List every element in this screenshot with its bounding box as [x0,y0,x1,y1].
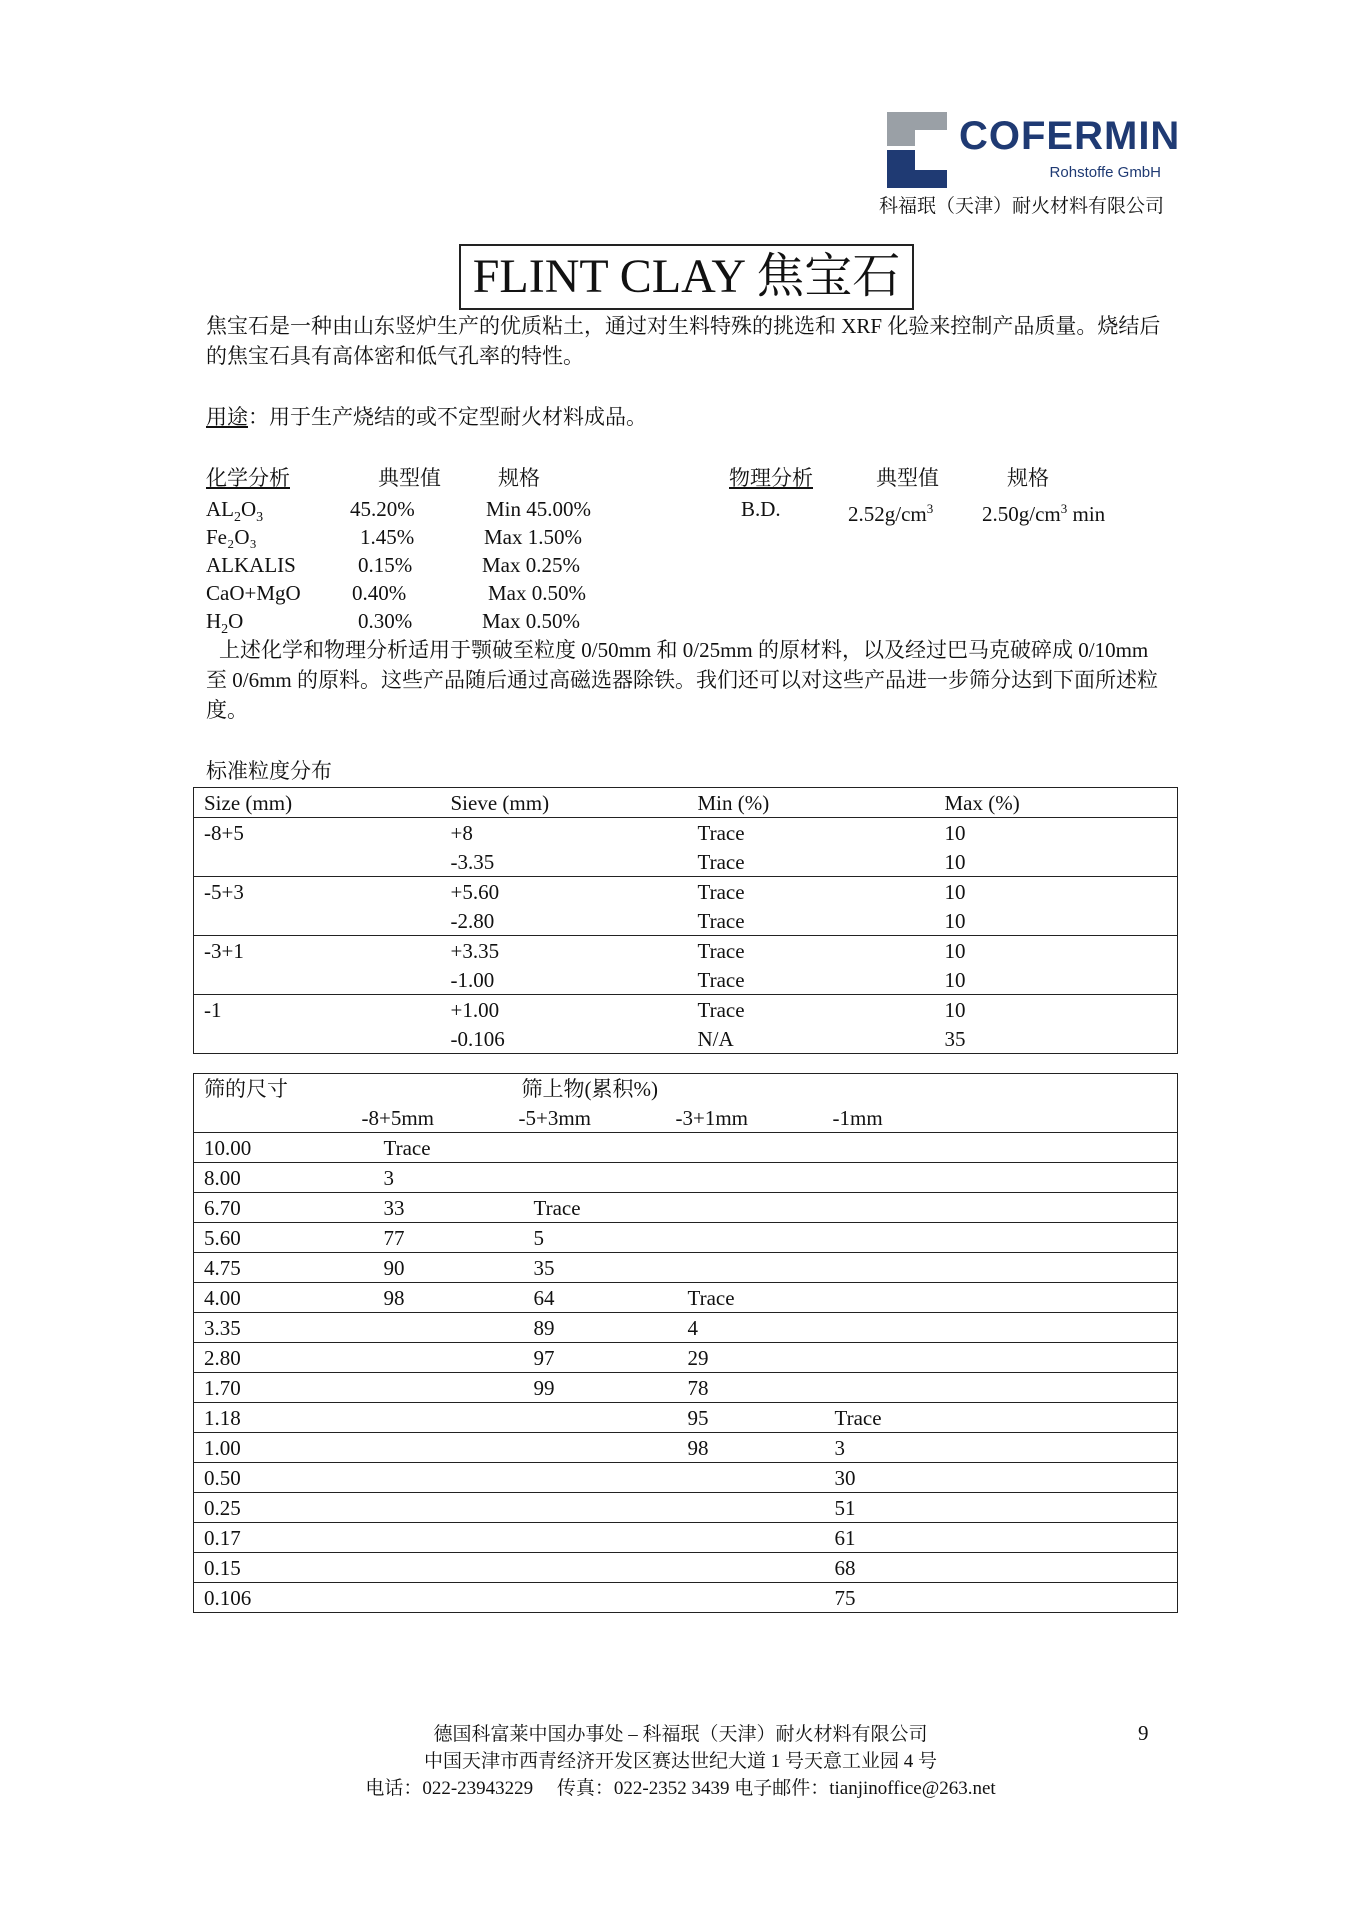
table-row [194,1133,1178,1163]
retained-cell: 29 [666,1343,823,1373]
sieve-size-cell: 10.00 [194,1133,352,1163]
intro-paragraph: 焦宝石是一种由山东竖炉生产的优质粘土，通过对生料特殊的挑选和 XRF 化验来控制产品质量。烧结后的焦宝石具有高体密和低气孔率的特性。 [206,314,1161,368]
retained-cell: Trace [823,1403,1178,1433]
retained-cell: 3 [352,1163,509,1193]
table-row [194,1253,1178,1283]
phys-header-typical: 典型值 [876,466,939,490]
retained-cell [352,1463,509,1493]
table-row [194,1523,1178,1553]
retained-cell: 90 [352,1253,509,1283]
table-row [194,1313,1178,1343]
chem-typ: 0.15% [358,553,413,577]
retained-cell: 33 [352,1193,509,1223]
retained-cell: 35 [509,1253,666,1283]
retained-cell [823,1163,1178,1193]
cell: 10 [935,847,1178,877]
cell [194,847,441,877]
table-header-row [194,1074,1178,1104]
retained-cell [823,1283,1178,1313]
cell: 10 [944,997,966,1022]
retained-cell: 68 [823,1553,1178,1583]
col-header: Max (%) [935,788,1178,818]
chem-spec: Max 1.50% [484,525,582,549]
cell [194,1024,441,1054]
col-header-retained: 筛上物(累积%) [521,1076,658,1101]
table-row [194,1163,1178,1193]
retained-cell: 5 [509,1223,666,1253]
retained-cell [666,1523,823,1553]
table-row [194,1193,1178,1223]
chem-typ: 1.45% [360,525,415,549]
sieve-retention-table [193,1073,1178,1613]
size-dist-title: 标准粒度分布 [206,759,332,783]
sieve-size-cell: 1.00 [194,1433,352,1463]
retained-cell [666,1493,823,1523]
chem-typ: 45.20% [350,497,415,521]
table-row [194,1463,1178,1493]
table-row [194,847,1178,877]
cell: N/A [697,1026,734,1051]
col-header: -1mm [823,1103,1178,1133]
cell [194,1103,352,1133]
table-row [194,818,1178,848]
chem-header-label: 化学分析 [206,466,290,490]
table-row [194,936,1178,966]
retained-cell: 30 [823,1463,1178,1493]
retained-cell: 75 [823,1583,1178,1613]
retained-cell [352,1553,509,1583]
col-header: -3+1mm [666,1103,823,1133]
table-row [194,1343,1178,1373]
sieve-size-cell: 6.70 [194,1193,352,1223]
footer-line-2: 中国天津市西青经济开发区赛达世纪大道 1 号天意工业园 4 号 [423,1751,937,1772]
table-row [194,1403,1178,1433]
retained-cell: 3 [823,1433,1178,1463]
retained-cell [509,1553,666,1583]
cell: -3.35 [441,847,688,877]
chem-name-h2o: $H_2O$ [206,609,244,638]
cell: -1 [204,997,222,1022]
retained-cell [509,1133,666,1163]
usage-label: 用途 [206,405,248,429]
retained-cell [666,1253,823,1283]
retained-cell: 78 [666,1373,823,1403]
retained-cell: 77 [352,1223,509,1253]
retained-cell [666,1553,823,1583]
phys-header-label: 物理分析 [729,466,813,490]
table-row [194,1024,1178,1054]
table-header-row [194,788,1178,818]
phys-spec: $2.50g/cm^3$ min [982,501,1106,526]
cell: -0.106 [450,1026,505,1051]
table-row [194,995,1178,1025]
table-row [194,906,1178,936]
retained-cell: 61 [823,1523,1178,1553]
cell: 35 [944,1026,966,1051]
sieve-size-cell: 0.15 [194,1553,352,1583]
retained-cell: 51 [823,1493,1178,1523]
retained-cell [823,1253,1178,1283]
col-header: -8+5mm [352,1103,509,1133]
sieve-size-cell: 1.18 [194,1403,352,1433]
cell: Trace [688,847,935,877]
retained-cell [352,1523,509,1553]
sieve-size-cell: 0.25 [194,1493,352,1523]
chem-header-spec: 规格 [498,466,540,490]
cofermin-logo [887,108,1181,190]
retained-cell [823,1343,1178,1373]
cell: +3.35 [450,938,500,963]
cell: Trace [697,938,745,963]
retained-cell: Trace [352,1133,509,1163]
logo-subtitle: Rohstoffe GmbH [1049,164,1161,181]
retained-cell [666,1583,823,1613]
table-row [194,1583,1178,1613]
retained-cell: Trace [666,1283,823,1313]
sieve-size-cell: 2.80 [194,1343,352,1373]
cell: -2.80 [441,906,688,936]
cell [194,965,441,995]
cell: 10 [935,906,1178,936]
retained-cell: 99 [509,1373,666,1403]
sieve-size-cell: 0.50 [194,1463,352,1493]
table-row [194,1553,1178,1583]
col-header: Size (mm) [194,788,441,818]
retained-cell [352,1403,509,1433]
retained-cell: 98 [352,1283,509,1313]
cell [194,906,441,936]
chem-name-al2o3: $AL_2O_3$ [206,497,264,526]
chem-spec: Max 0.25% [482,553,580,577]
page-number: 9 [1138,1721,1149,1745]
retained-cell [352,1493,509,1523]
size-distribution-table [193,787,1178,1054]
retained-cell [509,1403,666,1433]
retained-cell [352,1433,509,1463]
col-header: -5+3mm [509,1103,666,1133]
retained-cell [823,1133,1178,1163]
retained-cell [352,1343,509,1373]
retained-cell: 98 [666,1433,823,1463]
table-subheader-row [194,1103,1178,1133]
retained-cell [509,1583,666,1613]
retained-cell [509,1463,666,1493]
usage-text: ：用于生产烧结的或不定型耐火材料成品。 [248,405,647,429]
cell: Trace [697,879,745,904]
chem-name: Fe₂O₃ [206,525,257,549]
retained-cell [666,1223,823,1253]
retained-cell: 95 [666,1403,823,1433]
table-row [194,1493,1178,1523]
retained-cell [666,1463,823,1493]
col-header-sieve-size: 筛的尺寸 [204,1076,288,1101]
sieve-size-cell: 0.106 [194,1583,352,1613]
chem-spec: Max 0.50% [488,581,586,605]
cell: Trace [697,820,745,845]
table-row [194,1223,1178,1253]
applicability-note: 上述化学和物理分析适用于颚破至粒度 0/50mm 和 0/25mm 的原材料，以及经过巴马克破碎成 0/10mm 至 0/6mm 的原料。这些产品随后通过高磁选器除铁。我们还可以对这些产品进一步筛分达到下面所述粒度。 [206,638,1158,722]
company-name-cn: 科福珉（天津）耐火材料有限公司 [878,196,1164,217]
sieve-size-cell: 4.75 [194,1253,352,1283]
table-row [194,1283,1178,1313]
chem-header-typical: 典型值 [378,466,441,490]
col-header: Min (%) [688,788,935,818]
cell: 10 [944,879,966,904]
retained-cell [509,1493,666,1523]
chem-typ: 0.40% [352,581,407,605]
phys-name: B.D. [741,497,781,521]
retained-cell [352,1313,509,1343]
retained-cell [823,1193,1178,1223]
retained-cell: Trace [509,1193,666,1223]
chem-name: CaO+MgO [206,581,301,605]
table-row [194,877,1178,907]
retained-cell [352,1373,509,1403]
phys-header-spec: 规格 [1007,466,1049,490]
logo-mark-notch [915,130,947,170]
footer-line-1: 德国科富莱中国办事处 – 科福珉（天津）耐火材料有限公司 [433,1724,928,1745]
cell: +8 [450,820,473,845]
page-title: FLINT CLAY 焦宝石 [459,244,914,310]
cell: +5.60 [450,879,500,904]
cell: -5+3 [204,879,244,904]
cell: 10 [944,938,966,963]
table-row [194,965,1178,995]
retained-cell [823,1313,1178,1343]
retained-cell [509,1433,666,1463]
logo-wordmark: COFERMIN [959,114,1181,158]
cell: -3+1 [204,938,244,963]
cell: 10 [944,820,966,845]
cell: Trace [688,906,935,936]
cell: -8+5 [204,820,244,845]
table-row [194,1433,1178,1463]
retained-cell [509,1523,666,1553]
phys-typ: $2.52g/cm^3$ [848,501,934,526]
chem-name: ALKALIS [206,553,296,577]
chem-spec: Max 0.50% [482,609,580,633]
sieve-size-cell: 3.35 [194,1313,352,1343]
sieve-size-cell: 5.60 [194,1223,352,1253]
sieve-size-cell: 0.17 [194,1523,352,1553]
sieve-rows [194,1133,1178,1613]
usage-paragraph [206,402,1168,432]
retained-cell: 64 [509,1283,666,1313]
sieve-size-cell: 1.70 [194,1373,352,1403]
footer-line-3: 电话：022-23943229 传真：022-2352 3439 电子邮件：tianjinoffice@263.net [365,1778,996,1799]
cell: 10 [935,965,1178,995]
col-header: Sieve (mm) [441,788,688,818]
retained-cell: 97 [509,1343,666,1373]
retained-cell [352,1583,509,1613]
retained-cell: 4 [666,1313,823,1343]
retained-cell [823,1373,1178,1403]
chem-typ: 0.30% [358,609,413,633]
cell: +1.00 [450,997,500,1022]
retained-cell [823,1223,1178,1253]
sieve-size-cell: 8.00 [194,1163,352,1193]
retained-cell [666,1193,823,1223]
retained-cell [666,1133,823,1163]
table-row [194,1373,1178,1403]
cell: -1.00 [441,965,688,995]
cell: Trace [688,965,935,995]
retained-cell [509,1163,666,1193]
chem-spec: Min 45.00% [486,497,591,521]
cell: Trace [697,997,745,1022]
retained-cell: 89 [509,1313,666,1343]
retained-cell [666,1163,823,1193]
sieve-size-cell: 4.00 [194,1283,352,1313]
